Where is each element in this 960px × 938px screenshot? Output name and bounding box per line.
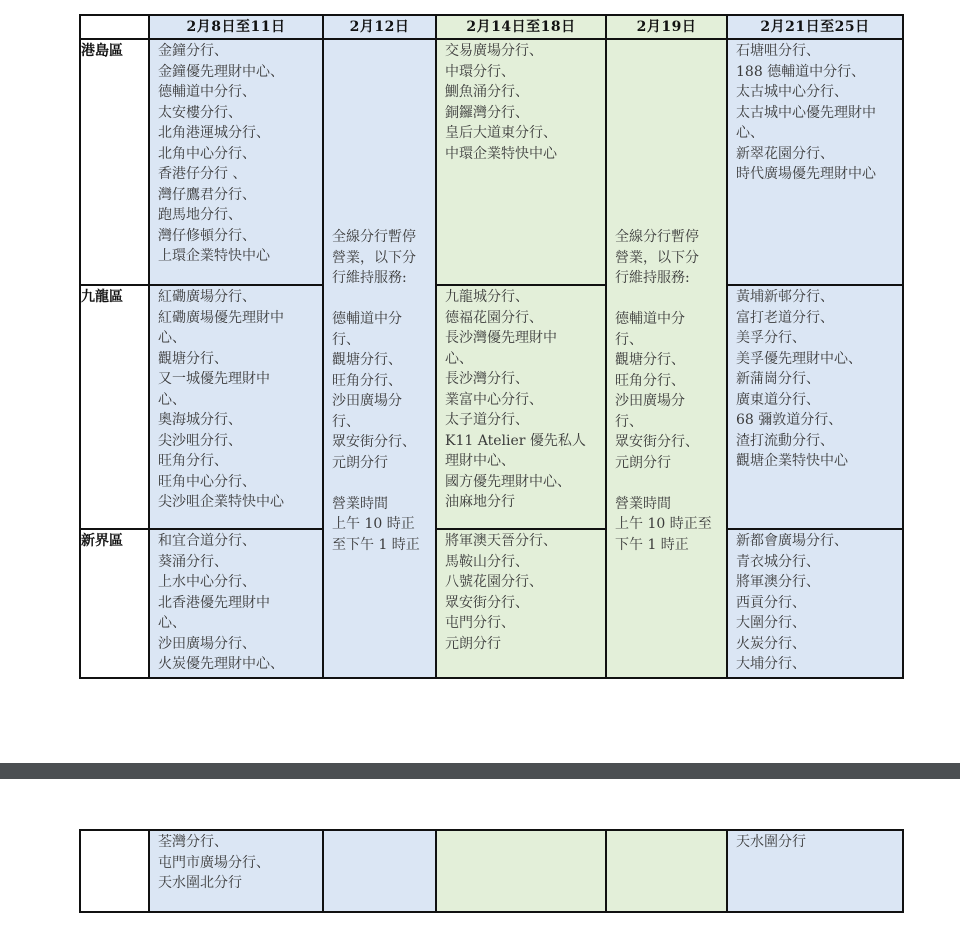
branch-list [437,40,605,166]
branch-list [728,286,902,474]
branch-line: 心、 [158,330,186,346]
branch-line: 紅磡廣場分行、 [158,289,256,305]
branch-line: 心、 [158,391,186,408]
branch-line: 旺角分行、 [615,372,685,389]
branch-line: 理財中心、 [445,453,515,469]
branch-line: 鰂魚涌分行、 [445,84,529,100]
branch-line: 太安樓分行、 [158,104,242,121]
branch-line: 營業，以下分 [332,249,416,266]
branch-list [437,286,605,515]
branch-line: 中環分行、 [445,63,515,80]
branch-line: 68 彌敦道分行、 [736,412,843,428]
closure-notice [615,227,720,289]
branch-line: 心、 [445,350,473,367]
region-label-empty [80,830,149,912]
region-label-kln: 九龍區 [80,285,149,529]
branch-line: K11 Atelier 優先私人 [445,432,586,449]
branch-line: 時代廣場優先理財中心 [736,166,876,182]
branch-list [437,530,605,656]
branch-line: 沙田廣場分行、 [158,635,256,652]
branch-list [150,40,322,269]
cell-feb12-continued [323,830,436,912]
branch-line: 美孚優先理財中心、 [736,350,862,367]
branch-line: 旺角中心分行、 [158,473,256,490]
branch-line: 石塘咀分行、 [736,43,820,59]
branch-line: 至下午 1 時正 [332,536,420,553]
hours-label: 營業時間 [332,495,388,512]
branch-line: 元朗分行 [332,454,388,471]
branch-line: 長沙灣分行、 [445,371,529,387]
branch-line: 尖沙咀分行、 [158,432,242,449]
branch-list [728,40,902,187]
branch-line: 太古城中心優先理財中 [736,104,876,121]
branch-line: 黃埔新邨分行、 [736,289,834,305]
branch-line: 尖沙咀企業特快中心 [158,494,284,510]
branch-line: 火炭分行、 [736,635,806,652]
branch-line: 行、 [332,331,360,348]
branch-line: 行維持服務: [332,270,407,286]
region-row-nt [80,529,903,678]
branch-line: 行、 [615,413,643,430]
branch-line: 八號花園分行、 [445,574,543,590]
branch-line: 大埔分行、 [736,656,806,672]
page-separator [0,763,960,779]
branch-line: 火炭優先理財中心、 [158,656,284,672]
branch-line: 北角中心分行、 [158,145,256,162]
branch-line: 心、 [736,125,764,141]
hours-label: 營業時間 [615,495,671,512]
cell-feb14-18-hk [436,39,606,285]
branch-line: 青衣城分行、 [736,553,820,570]
cell-feb8-11-nt-continued [149,830,323,912]
region-label-hk: 港島區 [80,39,149,285]
branch-line: 渣打流動分行、 [736,432,834,449]
branch-line: 眾安街分行、 [445,594,529,611]
cell-feb19-continued [606,830,727,912]
branch-line: 新蒲崗分行、 [736,371,820,387]
branch-list [150,530,322,677]
branch-line: 太子道分行、 [445,412,529,428]
branch-line: 188 德輔道中分行、 [736,63,866,80]
branch-line: 上午 10 時正 [332,516,415,532]
open-branch-list [332,309,429,473]
open-branch-list [615,309,720,473]
branch-line: 新都會廣場分行、 [736,533,848,549]
branch-line: 營業，以下分 [615,249,699,266]
branch-line: 香港仔分行 、 [158,166,247,182]
cell-feb8-11-kln [149,285,323,529]
branch-line: 灣仔修頓分行、 [158,227,256,244]
branch-line: 新翠花園分行、 [736,145,834,162]
header-feb19: 2月19日 [606,15,727,39]
branch-line: 德輔道中分行、 [158,84,256,100]
cell-feb8-11-hk [149,39,323,285]
branch-line: 全線分行暫停 [615,229,699,245]
branch-line: 屯門市廣場分行、 [158,854,270,871]
branch-line: 國方優先理財中心、 [445,473,571,490]
branch-line: 和宜合道分行、 [158,533,256,549]
branch-line: 觀塘分行、 [332,352,402,368]
cell-feb8-11-nt [149,529,323,678]
branch-line: 全線分行暫停 [332,229,416,245]
header-feb12: 2月12日 [323,15,436,39]
region-row-kln [80,285,903,529]
branch-line: 德輔道中分 [332,311,402,327]
branch-line: 美孚分行、 [736,330,806,346]
region-label-nt: 新界區 [80,529,149,678]
branch-line: 上午 10 時正至 [615,516,712,532]
branch-line: 中環企業特快中心 [445,145,557,162]
branch-line: 屯門分行、 [445,615,515,631]
branch-line: 九龍城分行、 [445,289,529,305]
branch-list [728,530,902,677]
branch-line: 北香港優先理財中 [158,594,270,611]
branch-list [150,831,322,896]
branch-line: 奧海城分行、 [158,412,242,428]
branch-line: 沙田廣場分 [332,393,402,409]
branch-line: 觀塘分行、 [158,350,228,367]
branch-line: 眾安街分行、 [332,434,416,450]
branch-list [150,286,322,515]
branch-line: 德福花園分行、 [445,309,543,326]
header-row [80,15,903,39]
region-row-nt-continued [80,830,903,912]
header-corner-cell [80,15,149,39]
header-feb21-25: 2月21日至25日 [727,15,903,39]
branch-line: 又一城優先理財中 [158,371,270,387]
region-row-hk [80,39,903,285]
cell-feb21-25-nt-continued [727,830,903,912]
branch-line: 行、 [615,331,643,348]
branch-line: 沙田廣場分 [615,393,685,409]
cell-feb14-18-continued [436,830,606,912]
branch-line: 業富中心分行、 [445,391,543,408]
branch-line: 跑馬地分行、 [158,207,242,223]
branch-line: 德輔道中分 [615,311,685,327]
branch-line: 廣東道分行、 [736,391,820,408]
cell-feb14-18-nt [436,529,606,678]
header-feb14-18: 2月14日至18日 [436,15,606,39]
branch-line: 旺角分行、 [158,453,228,469]
branch-line: 天水圍北分行 [158,875,242,891]
branch-line: 上環企業特快中心 [158,248,270,264]
hours-text [615,514,720,555]
branch-line: 金鐘分行、 [158,43,228,59]
branch-line: 灣仔鷹君分行、 [158,186,256,203]
branch-line: 葵涌分行、 [158,553,228,570]
branch-line: 富打老道分行、 [736,309,834,326]
branch-line: 西貢分行、 [736,594,806,611]
branch-line: 馬鞍山分行、 [445,553,529,570]
branch-line: 荃灣分行、 [158,834,228,850]
branch-line: 紅磡廣場優先理財中 [158,309,284,326]
branch-schedule-table-continued [79,829,904,913]
branch-list [728,831,902,855]
branch-line: 油麻地分行 [445,494,515,510]
branch-line: 元朗分行 [615,454,671,471]
branch-line: 心、 [158,615,186,631]
closure-notice [332,227,429,289]
cell-feb12-all-regions [323,39,436,678]
branch-line: 皇后大道東分行、 [445,125,557,141]
branch-line: 行維持服務: [615,270,690,286]
header-feb8-11: 2月8日至11日 [149,15,323,39]
cell-feb14-18-kln [436,285,606,529]
branch-line: 觀塘分行、 [615,352,685,368]
branch-schedule-table [79,14,904,679]
hours-text [332,514,429,555]
branch-line: 交易廣場分行、 [445,43,543,59]
branch-line: 行、 [332,413,360,430]
branch-line: 觀塘企業特快中心 [736,453,848,469]
branch-line: 眾安街分行、 [615,434,699,450]
branch-line: 天水圍分行 [736,834,806,850]
branch-line: 元朗分行 [445,635,501,652]
branch-line: 長沙灣優先理財中 [445,330,557,346]
branch-line: 金鐘優先理財中心、 [158,63,284,80]
branch-line: 太古城中心分行、 [736,84,848,100]
branch-line: 將軍澳分行、 [736,574,820,590]
cell-feb19-all-regions [606,39,727,678]
cell-feb21-25-kln [727,285,903,529]
branch-line: 北角港運城分行、 [158,125,270,141]
branch-line: 將軍澳天晉分行、 [445,533,557,549]
cell-feb21-25-hk [727,39,903,285]
branch-line: 大圍分行、 [736,615,806,631]
branch-line: 下午 1 時正 [615,536,689,553]
branch-line: 旺角分行、 [332,372,402,389]
branch-line: 銅鑼灣分行、 [445,104,529,121]
branch-line: 上水中心分行、 [158,574,256,590]
cell-feb21-25-nt [727,529,903,678]
